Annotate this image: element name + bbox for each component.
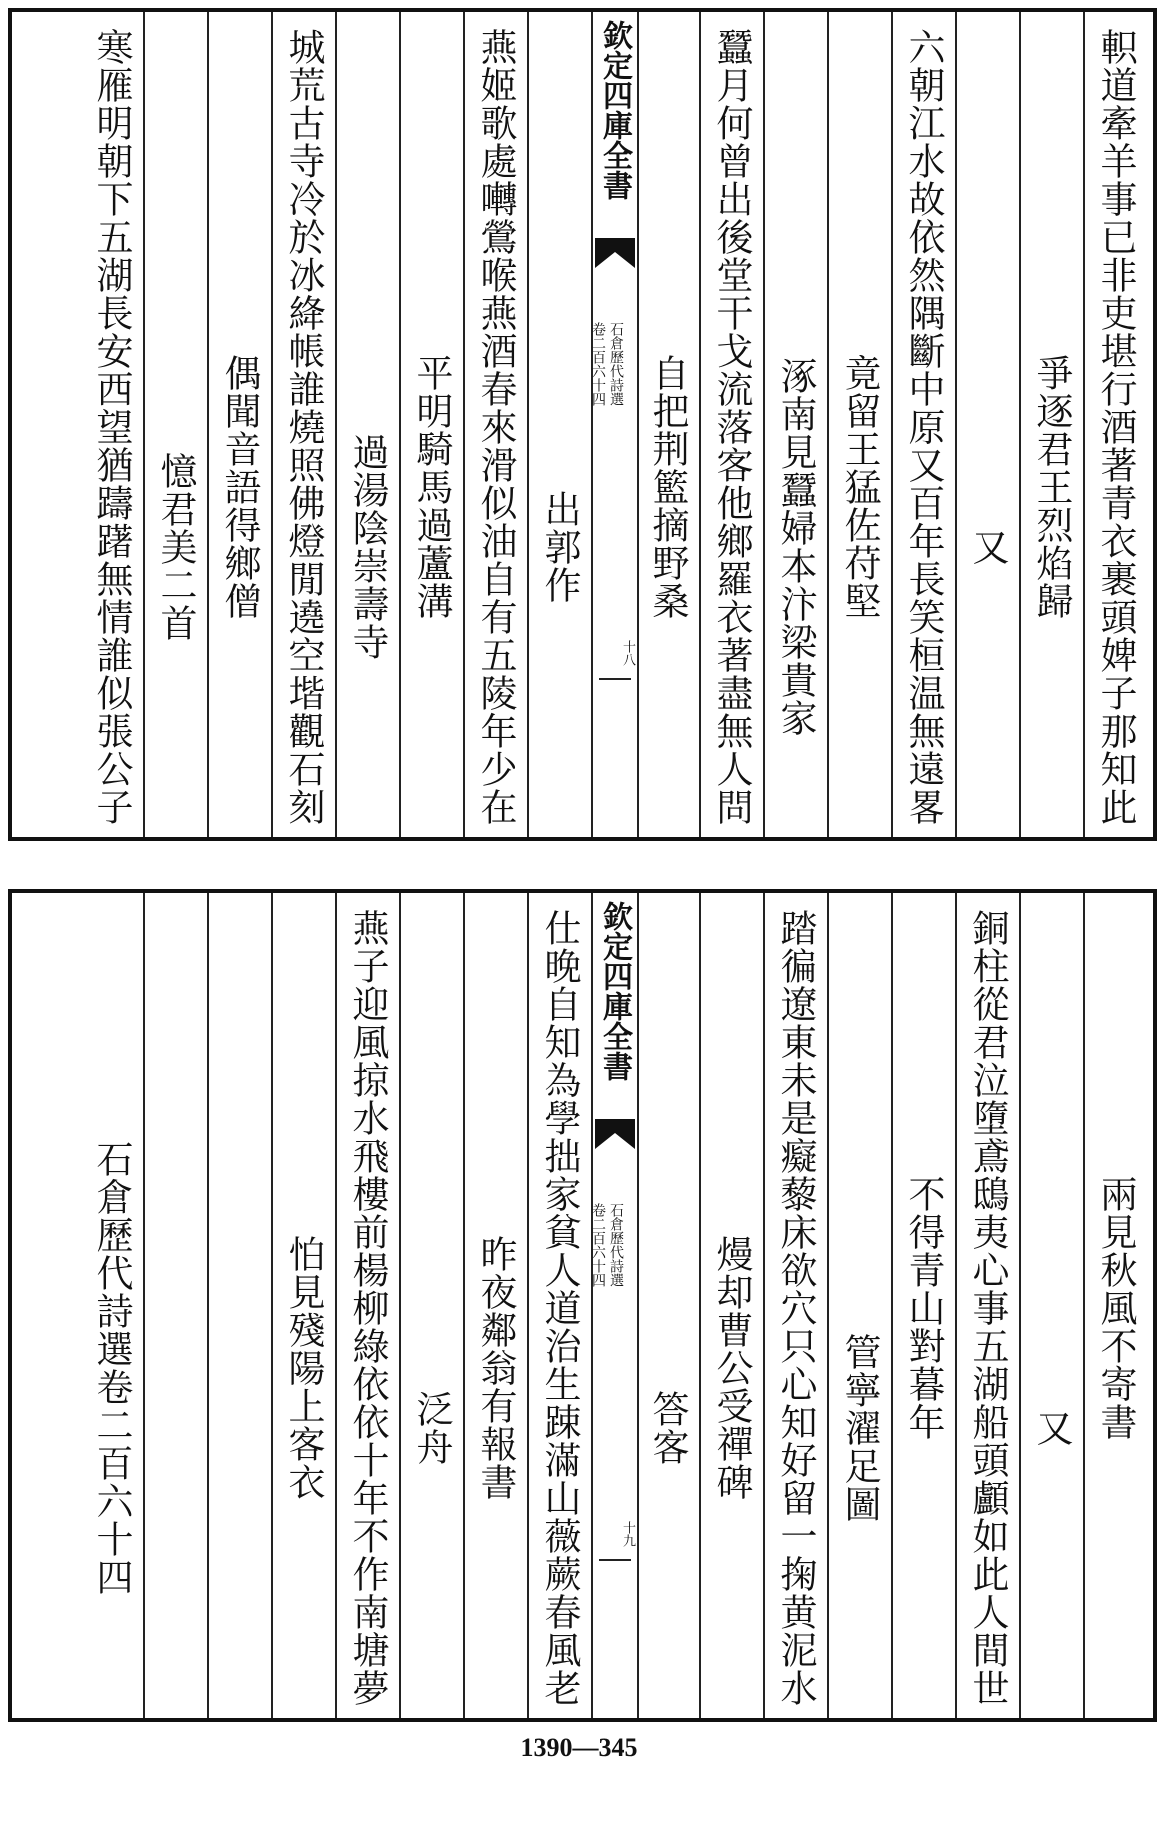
text-column: 竟留王猛佐苻堅	[838, 354, 881, 620]
text-column: 泛舟	[410, 1390, 453, 1466]
volume-label: 卷二百六十四	[590, 322, 606, 406]
text-column: 城荒古寺冷於冰絳帳誰燒照佛燈閒遶空堦觀石刻	[282, 28, 325, 826]
text-column: 昨夜鄰翁有報書	[474, 1235, 517, 1501]
text-column	[145, 903, 205, 1713]
text-column: 燕子迎風掠水飛樓前楊柳綠依依十年不作南塘夢	[346, 909, 389, 1707]
text-column: 又	[966, 528, 1009, 566]
text-column: 銅柱從君泣墮鳶鴟夷心事五湖船頭顱如此人間世	[966, 909, 1009, 1707]
text-column: 蠶月何曾出後堂干戈流落客他鄉羅衣著盡無人問	[710, 28, 753, 826]
text-column: 出郭作	[538, 490, 581, 604]
top-page	[8, 8, 1157, 841]
fishtail-mark	[595, 1119, 635, 1157]
volume-label: 卷二百六十四	[590, 1203, 606, 1287]
text-column: 六朝江水故依然隅斷中原又百年長笑桓温無遠畧	[902, 28, 945, 826]
folio-number: 十九	[620, 1521, 635, 1547]
text-column: 踏徧遼東未是癡藜床欲穴只心知好留一掬黄泥水	[774, 909, 817, 1707]
fishtail-mark	[595, 238, 635, 276]
center-band	[591, 893, 639, 1718]
band-title: 欽定四庫全書	[597, 20, 632, 200]
page-number: 1390—345	[520, 1733, 638, 1762]
text-column: 平明騎馬過蘆溝	[410, 354, 453, 620]
text-column: 怕見殘陽上客衣	[282, 1235, 325, 1501]
text-column: 偶聞音語得鄉僧	[218, 354, 261, 620]
text-column: 管寧濯足圖	[838, 1333, 881, 1523]
folio-rule	[599, 1559, 631, 1561]
folio-number: 十八	[620, 640, 635, 666]
center-band	[591, 12, 639, 837]
text-column: 過湯陰崇壽寺	[346, 433, 389, 661]
text-column: 熳却曹公受禪碑	[710, 1235, 753, 1501]
text-column: 軹道牽羊事已非吏堪行酒著青衣裹頭婢子那知此	[1094, 28, 1137, 826]
text-column: 答客	[646, 1390, 689, 1466]
text-column: 憶君美二首	[154, 452, 197, 642]
bottom-page	[8, 889, 1157, 1722]
text-column: 仕晚自知為學拙家貧人道治生踈滿山薇蕨春風老	[538, 909, 581, 1707]
text-column: 爭逐君王烈焰歸	[1030, 354, 1073, 620]
book-title: 石倉歷代詩選	[608, 1203, 624, 1287]
text-column: 不得青山對暮年	[902, 1175, 945, 1441]
folio-rule	[599, 678, 631, 680]
book-title: 石倉歷代詩選	[608, 322, 624, 406]
text-column: 又	[1030, 1409, 1073, 1447]
text-column: 兩見秋風不寄書	[1094, 1175, 1137, 1441]
text-column: 燕姬歌處囀鶯喉燕酒春來滑似油自有五陵年少在	[474, 28, 517, 826]
band-title: 欽定四庫全書	[597, 901, 632, 1081]
text-column: 寒雁明朝下五湖長安西望猶躊躇無情誰似張公子	[90, 28, 133, 826]
text-column: 石倉歷代詩選卷二百六十四	[90, 1140, 133, 1596]
text-column	[209, 903, 269, 1713]
text-column: 自把荆籃摘野桑	[646, 354, 689, 620]
text-column: 涿南見蠶婦本汴梁貴家	[774, 357, 817, 737]
